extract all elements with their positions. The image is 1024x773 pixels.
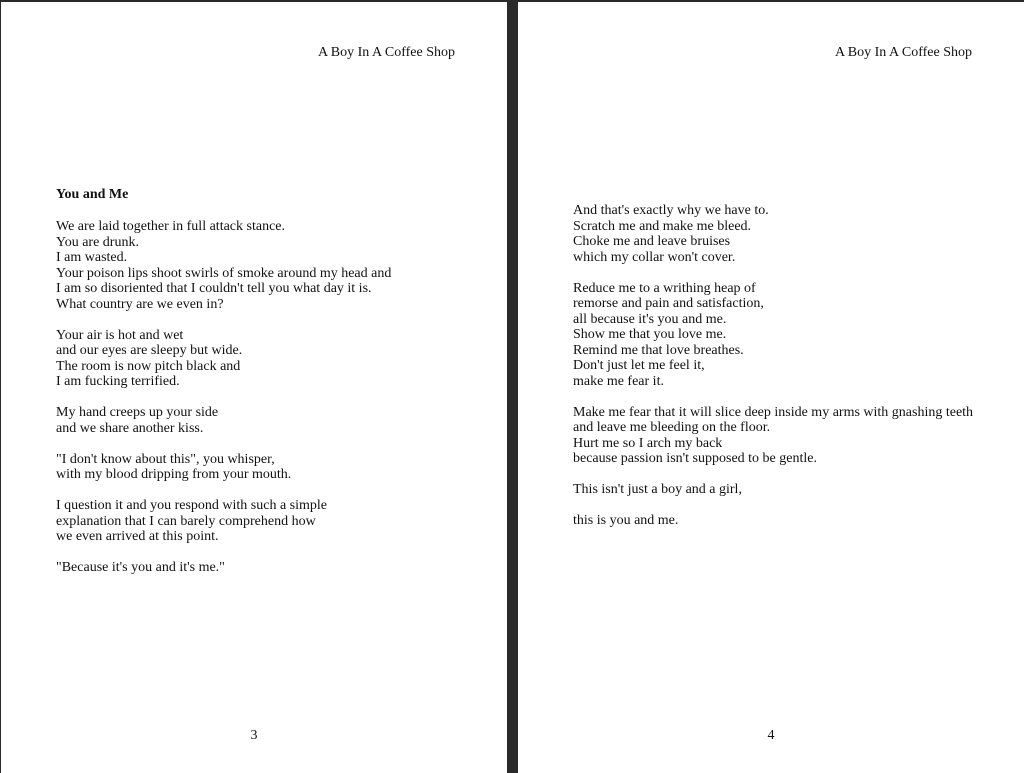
poem-line: and we share another kiss. xyxy=(56,420,204,436)
stanza-list xyxy=(56,219,391,576)
stanza xyxy=(573,513,973,529)
page-number: 4 xyxy=(767,728,775,743)
poem-line: Remind me that love breathes. xyxy=(573,342,744,358)
poem-line: Make me fear that it will slice deep inside my arms with gnashing teeth xyxy=(573,404,974,420)
stanza xyxy=(56,219,391,312)
poem-line: My hand creeps up your side xyxy=(56,405,219,420)
poem-title: You and Me xyxy=(56,187,129,202)
poem-line: Choke me and leave bruises xyxy=(573,234,731,249)
running-header: A Boy In A Coffee Shop xyxy=(317,45,455,60)
stanza xyxy=(573,281,973,390)
stanza xyxy=(56,498,391,545)
page-3 xyxy=(1,2,507,773)
poem-line: I question it and you respond with such a simple xyxy=(56,498,328,513)
poem-body xyxy=(573,203,973,544)
poem-line: and leave me bleeding on the floor. xyxy=(573,420,771,435)
stanza xyxy=(573,405,973,467)
poem-line: You are drunk. xyxy=(56,234,139,250)
running-header: A Boy In A Coffee Shop xyxy=(834,45,972,60)
stanza-list xyxy=(573,203,973,529)
poem-line: "I don't know about this", you whisper, xyxy=(56,451,275,467)
poem-line: we even arrived at this point. xyxy=(56,529,219,544)
poem-line: Reduce me to a writhing heap of xyxy=(573,280,756,296)
stanza xyxy=(56,405,391,436)
stanza xyxy=(56,452,391,483)
poem-line: This isn't just a boy and a girl, xyxy=(573,482,742,497)
page-number: 3 xyxy=(250,728,258,743)
poem-line: make me fear it. xyxy=(573,373,664,389)
poem-line: Your air is hot and wet xyxy=(56,327,184,343)
poem-line: We are laid together in full attack stance. xyxy=(56,219,285,234)
poem-body xyxy=(56,187,391,591)
poem-line: I am so disoriented that I couldn't tell you what day it is. xyxy=(56,281,372,296)
stanza xyxy=(573,482,973,498)
poem-line: Show me that you love me. xyxy=(573,327,727,342)
poem-line: because passion isn't supposed to be gentle. xyxy=(573,451,817,466)
poem-line: explanation that I can barely comprehend how xyxy=(56,513,316,529)
poem-line: I am wasted. xyxy=(56,250,128,265)
stanza xyxy=(573,203,973,265)
poem-line: with my blood dripping from your mouth. xyxy=(56,467,292,482)
page-4 xyxy=(518,2,1024,773)
poem-line: Hurt me so I arch my back xyxy=(573,435,723,451)
poem-line: Don't just let me feel it, xyxy=(573,358,705,373)
poem-line: and our eyes are sleepy but wide. xyxy=(56,343,243,358)
poem-line: remorse and pain and satisfaction, xyxy=(573,296,764,311)
poem-line: "Because it's you and it's me." xyxy=(56,560,225,575)
poem-line: The room is now pitch black and xyxy=(56,358,241,374)
poem-line: this is you and me. xyxy=(573,513,679,528)
stanza xyxy=(56,328,391,390)
poem-line: Your poison lips shoot swirls of smoke around my head and xyxy=(56,265,392,281)
poem-line: Scratch me and make me bleed. xyxy=(573,218,752,234)
poem-line: all because it's you and me. xyxy=(573,311,727,327)
poem-line: which my collar won't cover. xyxy=(573,249,736,265)
poem-line: What country are we even in? xyxy=(56,296,224,312)
stanza xyxy=(56,560,391,576)
poem-line: And that's exactly why we have to. xyxy=(573,203,769,218)
poem-line: I am fucking terrified. xyxy=(56,374,180,389)
